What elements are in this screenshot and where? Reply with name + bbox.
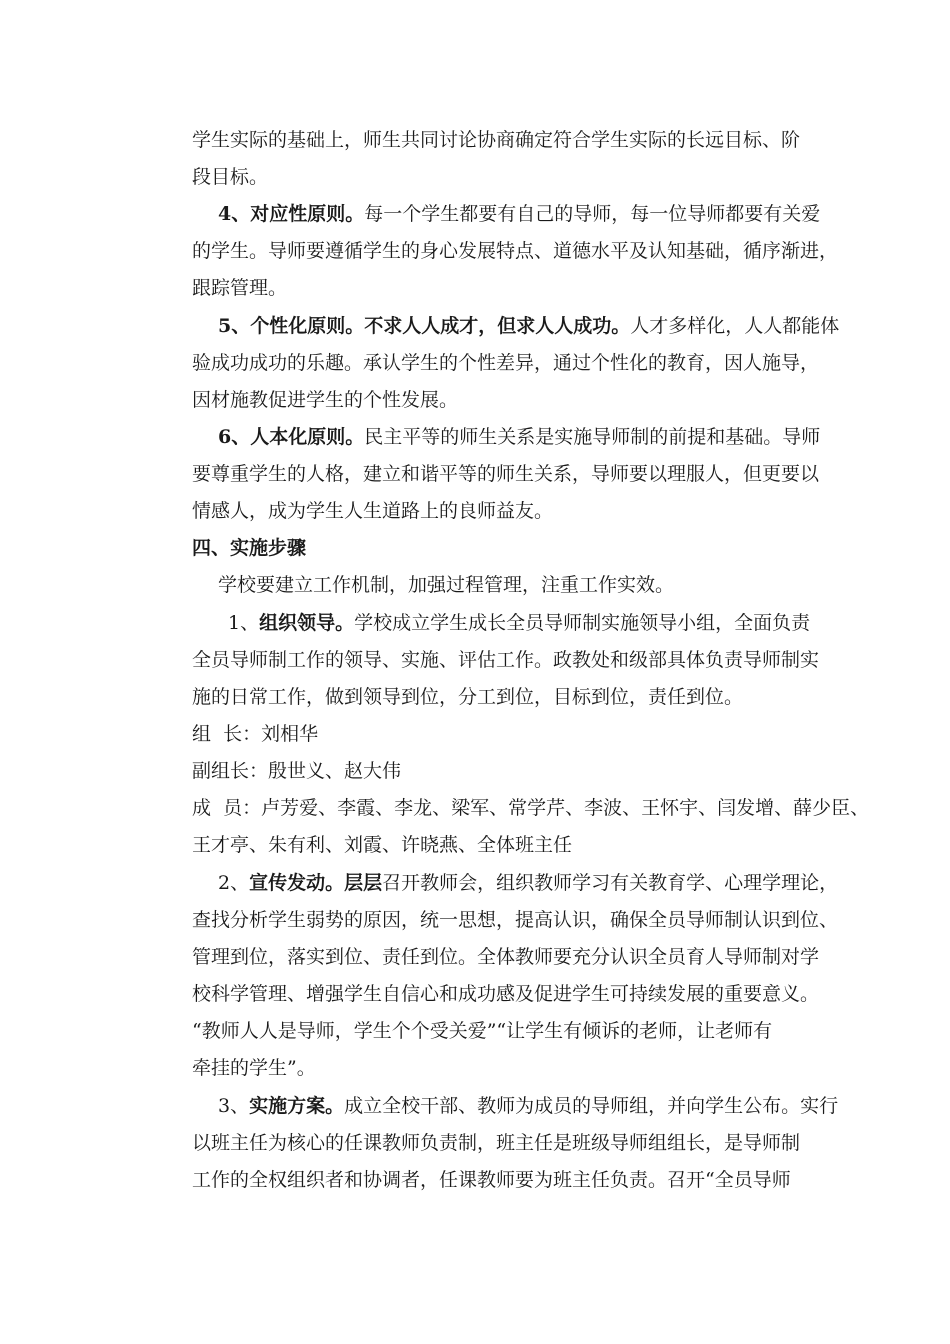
text-line: 验成功成功的乐趣。承认学生的个性差异，通过个性化的教育，因人施导， [192,352,820,374]
text-line: 全员导师制工作的领导、实施、评估工作。政教处和级部具体负责导师制实 [192,649,820,671]
text-line: 跟踪管理。 [192,277,288,299]
text-line: 校科学管理、增强学生自信心和成功感及促进学生可持续发展的重要意义。 [192,983,820,1005]
text-run: 学校成立学生成长全员导师制实施领导小组，全面负责 [354,612,811,634]
text-line: 学生实际的基础上，师生共同讨论协商确定符合学生实际的长远目标、阶 [192,129,801,151]
text-line: 以班主任为核心的任课教师负责制，班主任是班级导师组组长，是导师制 [192,1132,801,1154]
text-line: 的学生。导师要遵循学生的身心发展特点、道德水平及认知基础，循序渐进， [192,240,839,262]
text-run: 民主平等的师生关系是实施导师制的前提和基础。导师 [364,426,821,448]
step-number: 3、 [218,1095,250,1117]
group-members: 成 员：卢芳爱、李霞、李龙、梁军、常学芹、李波、王怀宇、闫发增、薛少臣、 [192,797,870,819]
text-line: 王才亭、朱有利、刘霞、许晓燕、全体班主任 [192,834,573,856]
text-line: 牵挂的学生”。 [192,1057,316,1079]
paragraph-principle-4 [218,202,820,226]
paragraph-step-2 [218,871,838,895]
text-run: 每一个学生都要有自己的导师，每一位导师都要有关爱 [364,203,821,225]
text-line: 情感人，成为学生人生道路上的良师益友。 [192,500,554,522]
text-line: 工作的全权组织者和协调者，任课教师要为班主任负责。召开“全员导师 [192,1169,791,1191]
text-line: 施的日常工作，做到领导到位，分工到位，目标到位，责任到位。 [192,686,744,708]
step-heading: 实施方案。 [249,1095,345,1117]
step-heading: 宣传发动。层层 [249,872,383,894]
text-run: 成立全校干部、教师为成员的导师组，并向学生公布。实行 [344,1095,839,1117]
text-run: 召开教师会，组织教师学习有关教育学、心理学理论， [382,872,839,894]
text-line: 管理到位，落实到位、责任到位。全体教师要充分认识全员育人导师制对学 [192,946,820,968]
paragraph-step-3 [218,1094,838,1118]
text-line: 要尊重学生的人格，建立和谐平等的师生关系，导师要以理服人，但更要以 [192,463,820,485]
text-line: 因材施教促进学生的个性发展。 [192,389,459,411]
paragraph-step-1 [228,611,810,635]
text-run: 人才多样化，人人都能体 [630,315,840,337]
section-heading: 四、实施步骤 [192,537,307,559]
text-line: 学校要建立工作机制，加强过程管理，注重工作实效。 [218,574,675,596]
text-line: 段目标。 [192,166,269,188]
paragraph-principle-5 [218,314,839,338]
text-line: 查找分析学生弱势的原因，统一思想，提高认识，确保全员导师制认识到位、 [192,909,839,931]
paragraph-principle-6 [218,425,820,449]
step-number: 2、 [218,872,250,894]
principle-heading: 6、人本化原则。 [218,426,365,448]
principle-heading: 5、个性化原则。不求人人成才，但求人人成功。 [218,315,631,337]
deputy-leader: 副组长：殷世义、赵大伟 [192,760,402,782]
principle-heading: 4、对应性原则。 [218,203,365,225]
step-number: 1、 [228,612,260,634]
text-line: “教师人人是导师，学生个个受关爱”“让学生有倾诉的老师，让老师有 [192,1020,773,1042]
step-heading: 组织领导。 [259,612,355,634]
group-leader: 组 长：刘相华 [192,723,319,745]
